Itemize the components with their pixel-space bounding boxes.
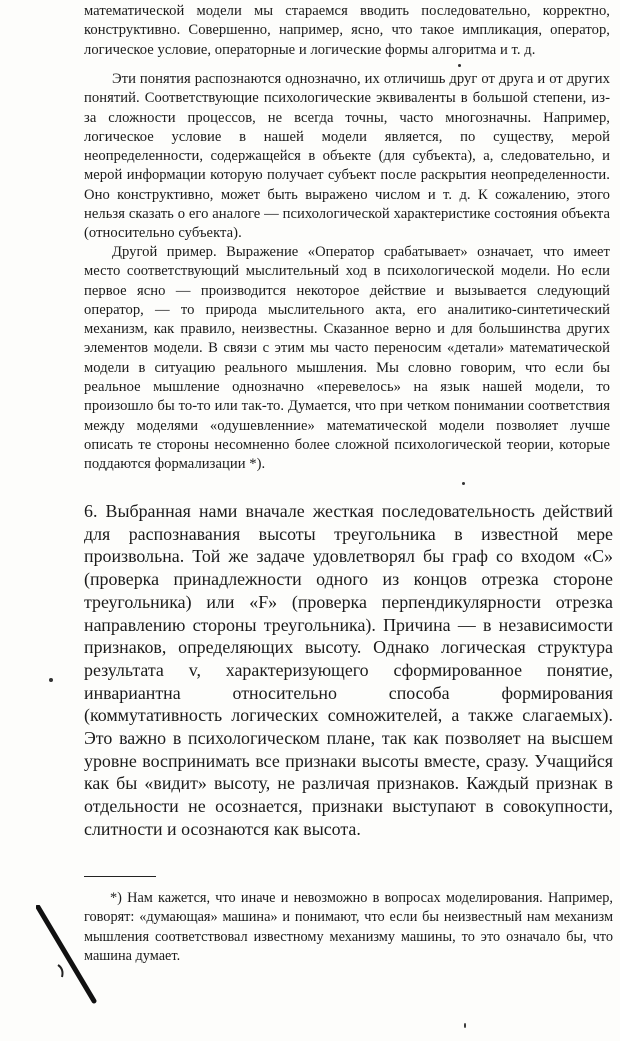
paragraph-text: математической модели мы стараемся вводить последовательно, корректно, конструктивно. Совершенно, например, ясно, что такое импликация, оператор, логическое условие, операторные и логические формы алгоритма и т. д. (84, 3, 610, 58)
paragraph-continuation (84, 2, 610, 60)
speck-mark (458, 64, 461, 67)
section-6-paragraph (84, 500, 613, 841)
speck-mark (462, 482, 465, 485)
paragraph-text: Эти понятия распознаются однозначно, их отличишь друг от друга и от других понятий. Соответствующие психологические эквиваленты в большой степени, из-за сложности процессов, не всегда точны, часто многозначны. Например, логическое условие в нашей модели является, по существу, мерой неопределенности, содержащейся в объекте (для субъекта), а, следовательно, и мерой информации которую получает субъект после раскрытия неопределенности. Оно конструктивно, может быть выражено числом и т. д. К сожалению, этого нельзя сказать о его аналоге — психологической характеристике состояния объекта (относительно субъекта). (84, 71, 610, 242)
speck-mark (49, 678, 53, 682)
footnote (84, 889, 613, 966)
footnote-rule (84, 876, 156, 877)
pen-stroke-mark (36, 905, 116, 1005)
footnote-text: *) Нам кажется, что иначе и невозможно в вопросах моделирования. Например, говорят: «думающая» машина» и понимают, что если бы неизвестный нам механизм мышления соответствовал известному механизму машины, то это означало бы, что машина думает. (84, 890, 613, 964)
paragraph-text: Другой пример. Выражение «Оператор срабатывает» означает, что имеет место соответствующий мыслительный ход в психологической модели. Но если первое ясно — производится некоторое действие и вызывается следующий оператор, — то природа мыслительного акта, его аналитико-синтетический механизм, как правило, неизвестны. Сказанное верно и для большинства других элементов модели. В связи с этим мы часто переносим «детали» математической модели в ситуацию реального мышления. Мы словно говорим, что если бы реальное мышление однозначно «перевелось» на язык нашей модели, то произошло бы то-то или так-то. Думается, что при четком понимании соответствия между моделями «одушевленние» математической модели позволяет лучше описать те стороны несомненно более сложной психологической теории, которые поддаются формализации *). (84, 244, 610, 473)
paragraph-concepts (84, 70, 610, 244)
speck-mark (464, 1023, 466, 1028)
section-text: 6. Выбранная нами вначале жесткая последовательность действий для распознавания высоты треугольника в известной мере произвольна. Той же задаче удовлетворял бы граф со входом «С» (проверка принадлежности одного из концов отрезка стороне треугольника) или «F» (проверка перпендикулярности отрезка направлению стороны треугольника). Причина — в независимости признаков, определяющих высоту. Однако логическая структура результата v, характеризующего сформированное понятие, инвариантна относительно способа формирования (коммутативность логических сомножителей, а также слагаемых). Это важно в психологическом плане, так как позволяет на высшем уровне воспринимать все признаки высоты вместе, сразу. Учащийся как бы «видит» высоту, не различая признаков. Каждый признак в отдельности не осознается, признаки выступают в совокупности, слитности и осознаются как высота. (84, 501, 613, 839)
paragraph-example (84, 243, 610, 475)
